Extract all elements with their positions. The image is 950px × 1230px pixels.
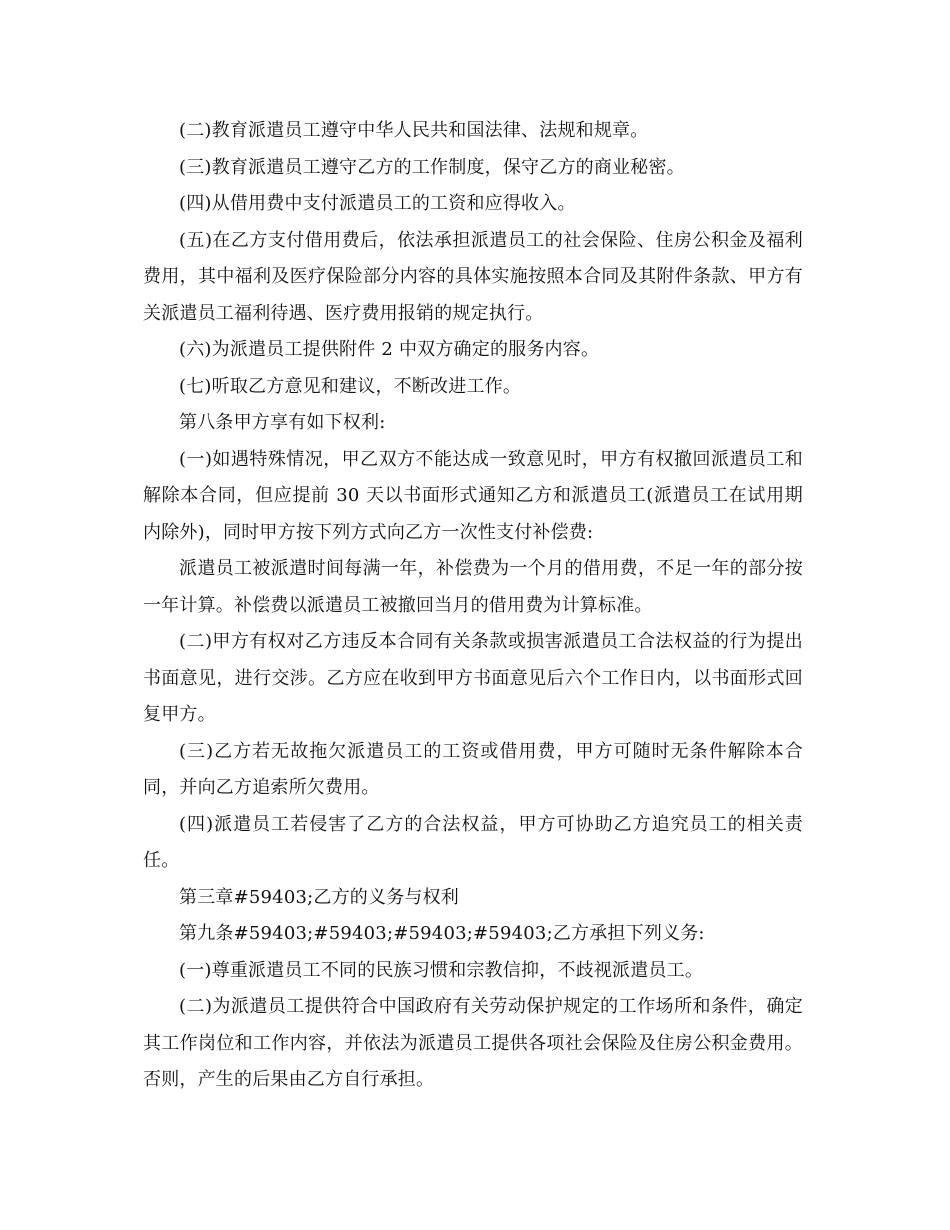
paragraph-article-8-item-1: (一)如遇特殊情况，甲乙双方不能达成一致意见时，甲方有权撤回派遣员工和解除本合同，但应提前 30 天以书面形式通知乙方和派遣员工(派遣员工在试用期内除外)，同时甲方按下列方式向乙方一次性支付补偿费: — [143, 448, 803, 543]
paragraph-article-9-item-2: (二)为派遣员工提供符合中国政府有关劳动保护规定的工作场所和条件，确定其工作岗位和工作内容，并依法为派遣员工提供各项社会保险及住房公积金费用。否则，产生的后果由乙方自行承担。 — [143, 996, 803, 1090]
paragraph-article-9-item-1: (一)尊重派遣员工不同的民族习惯和宗教信抑，不歧视派遣员工。 — [179, 959, 704, 981]
paragraph-clause-5: (五)在乙方支付借用费后，依法承担派遣员工的社会保险、住房公积金及福利费用，其中福利及医疗保险部分内容的具体实施按照本合同及其附件条款、甲方有关派遣员工福利待遇、医疗费用报销的规定执行。 — [143, 229, 803, 324]
paragraph-clause-7: (七)听取乙方意见和建议，不断改进工作。 — [179, 375, 522, 397]
paragraph-clause-4: (四)从借用费中支付派遣员工的工资和应得收入。 — [179, 193, 576, 214]
chapter-3-heading: 第三章#59403;乙方的义务与权利 — [179, 886, 460, 908]
paragraph-clause-3: (三)教育派遣员工遵守乙方的工作制度，保守乙方的商业秘密。 — [179, 156, 685, 178]
paragraph-article-8-item-2: (二)甲方有权对乙方违反本合同有关条款或损害派遣员工合法权益的行为提出书面意见，进行交涉。乙方应在收到甲方书面意见后六个工作日内，以书面形式回复甲方。 — [143, 631, 803, 725]
paragraph-article-8-item-3: (三)乙方若无故拖欠派遣员工的工资或借用费，甲方可随时无条件解除本合同，并向乙方追索所欠费用。 — [143, 740, 803, 798]
article-8-heading: 第八条甲方享有如下权利: — [179, 412, 386, 433]
paragraph-compensation-rule: 派遣员工被派遣时间每满一年，补偿费为一个月的借用费，不足一年的部分按一年计算。补偿费以派遣员工被撤回当月的借用费为计算标准。 — [143, 558, 803, 616]
article-9-heading: 第九条#59403;#59403;#59403;#59403;乙方承担下列义务: — [179, 923, 705, 944]
paragraph-clause-6: (六)为派遣员工提供附件 2 中双方确定的服务内容。 — [179, 339, 600, 360]
paragraph-article-8-item-4: (四)派遣员工若侵害了乙方的合法权益，甲方可协助乙方追究员工的相关责任。 — [143, 813, 803, 871]
document-body — [143, 113, 803, 1099]
paragraph-clause-2: (二)教育派遣员工遵守中华人民共和国法律、法规和规章。 — [179, 120, 649, 141]
